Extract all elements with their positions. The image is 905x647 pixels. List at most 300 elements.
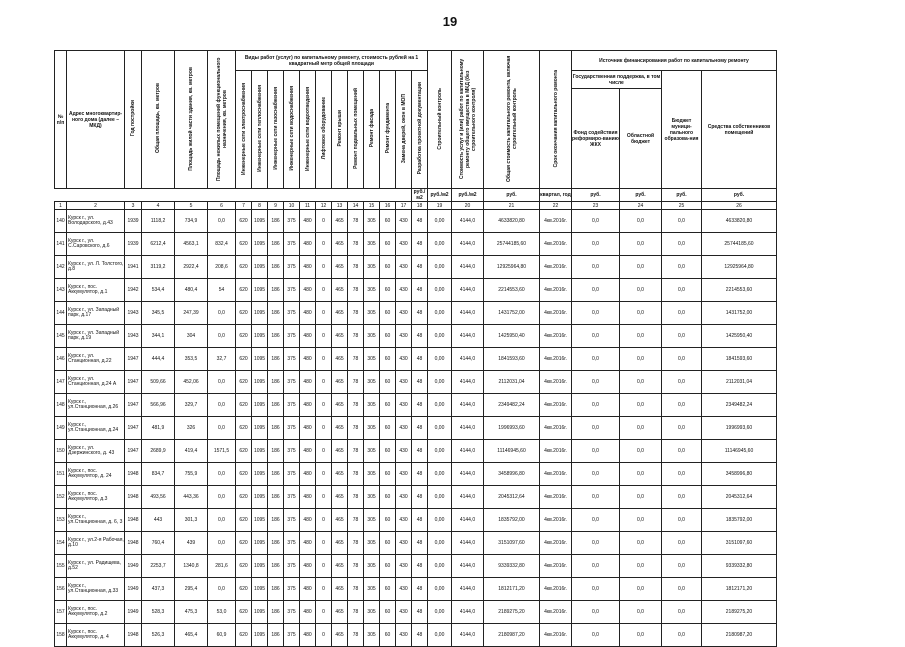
- fund-cell: 0,0: [572, 348, 620, 371]
- header-w-sewer: Инженерные сети водоотведения: [300, 71, 316, 189]
- year-cell: 1948: [125, 509, 142, 532]
- work-cost-cell: 1095: [252, 348, 268, 371]
- table-row: [55, 463, 777, 486]
- unit-cost-cell: 4144,0: [452, 532, 484, 555]
- nonresidential-area-cell: 53,0: [208, 601, 236, 624]
- nonresidential-area-cell: 281,6: [208, 555, 236, 578]
- work-cost-cell: 480: [300, 486, 316, 509]
- column-number: 23: [572, 202, 620, 210]
- work-cost-cell: 305: [364, 555, 380, 578]
- year-cell: 1941: [125, 256, 142, 279]
- row-number: 155: [55, 555, 67, 578]
- work-cost-cell: 465: [332, 210, 348, 233]
- column-number: 11: [300, 202, 316, 210]
- deadline-cell: 4кв.2016г.: [540, 302, 572, 325]
- work-cost-cell: 305: [364, 325, 380, 348]
- header-w-windows: Замена дверей, окон в МОП: [396, 71, 412, 189]
- total-cost-cell: 2214553,60: [484, 279, 540, 302]
- table-row: [55, 440, 777, 463]
- work-cost-cell: 430: [396, 394, 412, 417]
- table-row: [55, 302, 777, 325]
- work-cost-cell: 305: [364, 302, 380, 325]
- work-cost-cell: 78: [348, 532, 364, 555]
- total-area-cell: 2689,9: [142, 440, 175, 463]
- work-cost-cell: 60: [380, 325, 396, 348]
- work-cost-cell: 620: [236, 509, 252, 532]
- regional-cell: 0,0: [620, 348, 662, 371]
- work-cost-cell: 430: [396, 555, 412, 578]
- municipal-cell: 0,0: [662, 578, 702, 601]
- nonresidential-area-cell: 0,0: [208, 325, 236, 348]
- work-cost-cell: 186: [268, 509, 284, 532]
- fund-cell: 0,0: [572, 532, 620, 555]
- row-number: 145: [55, 325, 67, 348]
- total-area-cell: 2253,7: [142, 555, 175, 578]
- fund-cell: 0,0: [572, 601, 620, 624]
- work-cost-cell: 1095: [252, 394, 268, 417]
- work-cost-cell: 78: [348, 417, 364, 440]
- work-cost-cell: 480: [300, 624, 316, 647]
- regional-cell: 0,0: [620, 486, 662, 509]
- column-number: 20: [452, 202, 484, 210]
- control-cell: 0,00: [428, 601, 452, 624]
- total-cost-cell: 3458996,80: [484, 463, 540, 486]
- total-area-cell: 834,7: [142, 463, 175, 486]
- work-cost-cell: 430: [396, 440, 412, 463]
- header-regional: Областной бюджет: [620, 89, 662, 189]
- table-row: [55, 509, 777, 532]
- column-number: 2: [67, 202, 125, 210]
- work-cost-cell: 78: [348, 440, 364, 463]
- work-cost-cell: 620: [236, 486, 252, 509]
- total-area-cell: 509,66: [142, 371, 175, 394]
- work-cost-cell: 620: [236, 440, 252, 463]
- municipal-cell: 0,0: [662, 624, 702, 647]
- municipal-cell: 0,0: [662, 256, 702, 279]
- work-cost-cell: 60: [380, 394, 396, 417]
- work-cost-cell: 0: [316, 394, 332, 417]
- living-area-cell: 452,06: [175, 371, 208, 394]
- work-cost-cell: 620: [236, 279, 252, 302]
- work-cost-cell: 1095: [252, 371, 268, 394]
- nonresidential-area-cell: 0,0: [208, 394, 236, 417]
- owners-cell: 2189275,20: [702, 601, 777, 624]
- header-address: Адрес многоквартир-ного дома (далее – МКД): [67, 51, 125, 189]
- deadline-cell: 4кв.2016г.: [540, 417, 572, 440]
- work-cost-cell: 186: [268, 440, 284, 463]
- work-cost-cell: 480: [300, 417, 316, 440]
- regional-cell: 0,0: [620, 624, 662, 647]
- unit-cost-cell: 4144,0: [452, 302, 484, 325]
- work-cost-cell: 305: [364, 348, 380, 371]
- work-cost-cell: 430: [396, 578, 412, 601]
- work-cost-cell: 0: [316, 555, 332, 578]
- living-area-cell: 353,5: [175, 348, 208, 371]
- owners-cell: 2112031,04: [702, 371, 777, 394]
- work-cost-cell: 480: [300, 532, 316, 555]
- header-year: Год постройки: [125, 51, 142, 189]
- work-cost-cell: 1095: [252, 417, 268, 440]
- work-cost-cell: 186: [268, 256, 284, 279]
- work-cost-cell: 186: [268, 578, 284, 601]
- total-area-cell: 493,56: [142, 486, 175, 509]
- work-cost-cell: 78: [348, 233, 364, 256]
- deadline-cell: 4кв.2016г.: [540, 279, 572, 302]
- deadline-cell: 4кв.2016г.: [540, 509, 572, 532]
- work-cost-cell: 620: [236, 302, 252, 325]
- work-cost-cell: 0: [316, 486, 332, 509]
- work-cost-cell: 48: [412, 532, 428, 555]
- work-cost-cell: 375: [284, 486, 300, 509]
- work-cost-cell: 430: [396, 279, 412, 302]
- work-cost-cell: 186: [268, 348, 284, 371]
- column-number: 17: [396, 202, 412, 210]
- work-cost-cell: 480: [300, 509, 316, 532]
- work-cost-cell: 465: [332, 555, 348, 578]
- header-living-area: Площадь жилой части здания, кв. метров: [175, 51, 208, 189]
- row-number: 141: [55, 233, 67, 256]
- control-cell: 0,00: [428, 463, 452, 486]
- work-cost-cell: 60: [380, 371, 396, 394]
- work-cost-cell: 60: [380, 256, 396, 279]
- work-cost-cell: 430: [396, 348, 412, 371]
- living-area-cell: 304: [175, 325, 208, 348]
- living-area-cell: 295,4: [175, 578, 208, 601]
- unit-cost-cell: 4144,0: [452, 256, 484, 279]
- address-cell: Курск г., ул. Володарского, д.43: [67, 210, 125, 233]
- deadline-cell: 4кв.2016г.: [540, 440, 572, 463]
- total-area-cell: 534,4: [142, 279, 175, 302]
- total-area-cell: 526,3: [142, 624, 175, 647]
- work-cost-cell: 430: [396, 417, 412, 440]
- total-area-cell: 345,5: [142, 302, 175, 325]
- regional-cell: 0,0: [620, 578, 662, 601]
- total-cost-cell: 9339332,80: [484, 555, 540, 578]
- work-cost-cell: 1095: [252, 256, 268, 279]
- control-cell: 0,00: [428, 279, 452, 302]
- deadline-cell: 4кв.2016г.: [540, 601, 572, 624]
- work-cost-cell: 186: [268, 210, 284, 233]
- work-cost-cell: 305: [364, 417, 380, 440]
- work-cost-cell: 78: [348, 210, 364, 233]
- total-area-cell: 566,96: [142, 394, 175, 417]
- table-row: [55, 325, 777, 348]
- regional-cell: 0,0: [620, 417, 662, 440]
- work-cost-cell: 480: [300, 440, 316, 463]
- work-cost-cell: 60: [380, 302, 396, 325]
- work-cost-cell: 186: [268, 394, 284, 417]
- work-cost-cell: 48: [412, 233, 428, 256]
- work-cost-cell: 60: [380, 279, 396, 302]
- regional-cell: 0,0: [620, 233, 662, 256]
- work-cost-cell: 60: [380, 624, 396, 647]
- work-cost-cell: 1095: [252, 578, 268, 601]
- deadline-cell: 4кв.2016г.: [540, 578, 572, 601]
- work-cost-cell: 430: [396, 486, 412, 509]
- total-area-cell: 6212,4: [142, 233, 175, 256]
- table-row: [55, 371, 777, 394]
- owners-cell: 3458996,80: [702, 463, 777, 486]
- municipal-cell: 0,0: [662, 486, 702, 509]
- work-cost-cell: 430: [396, 233, 412, 256]
- total-cost-cell: 4633820,80: [484, 210, 540, 233]
- header-unit-cost: Стоимость услуг и (или) работ по капитальному ремонту общего имущества в МКД (без строительного контроля): [452, 51, 484, 189]
- header-w-water: Инженерные сети водоснабжения: [284, 71, 300, 189]
- work-cost-cell: 48: [412, 394, 428, 417]
- deadline-cell: 4кв.2016г.: [540, 256, 572, 279]
- column-number: 1: [55, 202, 67, 210]
- work-cost-cell: 480: [300, 601, 316, 624]
- work-cost-cell: 375: [284, 279, 300, 302]
- table-row: [55, 279, 777, 302]
- work-cost-cell: 0: [316, 371, 332, 394]
- deadline-cell: 4кв.2016г.: [540, 624, 572, 647]
- work-cost-cell: 465: [332, 348, 348, 371]
- municipal-cell: 0,0: [662, 440, 702, 463]
- table-row: [55, 233, 777, 256]
- row-number: 154: [55, 532, 67, 555]
- work-cost-cell: 305: [364, 210, 380, 233]
- work-cost-cell: 78: [348, 463, 364, 486]
- unit-regional: руб.: [620, 189, 662, 202]
- work-cost-cell: 375: [284, 463, 300, 486]
- owners-cell: 9339332,80: [702, 555, 777, 578]
- work-cost-cell: 60: [380, 532, 396, 555]
- row-number: 157: [55, 601, 67, 624]
- work-cost-cell: 305: [364, 233, 380, 256]
- unit-cost-cell: 4144,0: [452, 394, 484, 417]
- work-cost-cell: 186: [268, 233, 284, 256]
- work-cost-cell: 430: [396, 509, 412, 532]
- year-cell: 1949: [125, 555, 142, 578]
- address-cell: Курск г., ул.2-я Рабочая, д.10: [67, 532, 125, 555]
- work-cost-cell: 0: [316, 578, 332, 601]
- column-number: 13: [332, 202, 348, 210]
- year-cell: 1943: [125, 325, 142, 348]
- owners-cell: 12925964,80: [702, 256, 777, 279]
- owners-cell: 1996993,60: [702, 417, 777, 440]
- work-cost-cell: 375: [284, 509, 300, 532]
- year-cell: 1942: [125, 279, 142, 302]
- municipal-cell: 0,0: [662, 463, 702, 486]
- deadline-cell: 4кв.2016г.: [540, 210, 572, 233]
- work-cost-cell: 620: [236, 578, 252, 601]
- work-cost-cell: 480: [300, 463, 316, 486]
- work-cost-cell: 430: [396, 371, 412, 394]
- work-cost-cell: 78: [348, 486, 364, 509]
- owners-cell: 2045312,64: [702, 486, 777, 509]
- nonresidential-area-cell: 0,0: [208, 486, 236, 509]
- living-area-cell: 326: [175, 417, 208, 440]
- work-cost-cell: 0: [316, 233, 332, 256]
- work-cost-cell: 620: [236, 210, 252, 233]
- work-cost-cell: 375: [284, 394, 300, 417]
- row-number: 143: [55, 279, 67, 302]
- work-cost-cell: 78: [348, 601, 364, 624]
- deadline-cell: 4кв.2016г.: [540, 233, 572, 256]
- work-cost-cell: 48: [412, 256, 428, 279]
- work-cost-cell: 620: [236, 463, 252, 486]
- municipal-cell: 0,0: [662, 601, 702, 624]
- control-cell: 0,00: [428, 440, 452, 463]
- work-cost-cell: 0: [316, 417, 332, 440]
- work-cost-cell: 480: [300, 279, 316, 302]
- nonresidential-area-cell: 0,0: [208, 302, 236, 325]
- work-cost-cell: 78: [348, 348, 364, 371]
- work-cost-cell: 78: [348, 302, 364, 325]
- work-cost-cell: 465: [332, 233, 348, 256]
- header-w-basement: Ремонт подвальных помещений: [348, 71, 364, 189]
- total-area-cell: 760,4: [142, 532, 175, 555]
- work-cost-cell: 375: [284, 624, 300, 647]
- work-cost-cell: 186: [268, 486, 284, 509]
- table-row: [55, 348, 777, 371]
- row-number: 144: [55, 302, 67, 325]
- work-cost-cell: 620: [236, 394, 252, 417]
- work-cost-cell: 0: [316, 210, 332, 233]
- work-cost-cell: 0: [316, 279, 332, 302]
- total-cost-cell: 25744185,60: [484, 233, 540, 256]
- year-cell: 1948: [125, 486, 142, 509]
- work-cost-cell: 305: [364, 509, 380, 532]
- nonresidential-area-cell: 60,9: [208, 624, 236, 647]
- header-w-foundation: Ремонт фундамента: [380, 71, 396, 189]
- fund-cell: 0,0: [572, 578, 620, 601]
- regional-cell: 0,0: [620, 279, 662, 302]
- row-number: 148: [55, 394, 67, 417]
- deadline-cell: 4кв.2016г.: [540, 348, 572, 371]
- owners-cell: 2349482,24: [702, 394, 777, 417]
- work-cost-cell: 465: [332, 302, 348, 325]
- regional-cell: 0,0: [620, 210, 662, 233]
- work-cost-cell: 480: [300, 394, 316, 417]
- total-area-cell: 444,4: [142, 348, 175, 371]
- year-cell: 1948: [125, 624, 142, 647]
- living-area-cell: 465,4: [175, 624, 208, 647]
- unit-design: руб./м2: [412, 189, 428, 202]
- work-cost-cell: 186: [268, 601, 284, 624]
- work-cost-cell: 48: [412, 463, 428, 486]
- unit-cost-cell: 4144,0: [452, 417, 484, 440]
- year-cell: 1949: [125, 578, 142, 601]
- regional-cell: 0,0: [620, 394, 662, 417]
- unit-cost-cell: 4144,0: [452, 325, 484, 348]
- work-cost-cell: 375: [284, 417, 300, 440]
- total-cost-cell: 11146945,60: [484, 440, 540, 463]
- address-cell: Курск г., ул.Станционная, д.33: [67, 578, 125, 601]
- unit-cost-cell: 4144,0: [452, 555, 484, 578]
- work-cost-cell: 186: [268, 279, 284, 302]
- work-cost-cell: 620: [236, 256, 252, 279]
- header-deadline: Срок окончания капитального ремонта: [540, 51, 572, 189]
- header-total-cost: Общая стоимость капитального ремонта, включая строительный контроль: [484, 51, 540, 189]
- unit-deadline: квартал, год: [540, 189, 572, 202]
- table-row: [55, 578, 777, 601]
- unit-cost-cell: 4144,0: [452, 624, 484, 647]
- owners-cell: 1425950,40: [702, 325, 777, 348]
- municipal-cell: 0,0: [662, 371, 702, 394]
- total-area-cell: 443: [142, 509, 175, 532]
- living-area-cell: 755,9: [175, 463, 208, 486]
- work-cost-cell: 480: [300, 371, 316, 394]
- work-cost-cell: 620: [236, 325, 252, 348]
- work-cost-cell: 305: [364, 463, 380, 486]
- fund-cell: 0,0: [572, 509, 620, 532]
- header-fund: Фонд содействия реформиро-ванию ЖКХ: [572, 89, 620, 189]
- work-cost-cell: 620: [236, 371, 252, 394]
- work-cost-cell: 0: [316, 348, 332, 371]
- work-cost-cell: 465: [332, 486, 348, 509]
- unit-owners: руб.: [702, 189, 777, 202]
- total-cost-cell: 3151097,60: [484, 532, 540, 555]
- table-row: [55, 601, 777, 624]
- column-number: 3: [125, 202, 142, 210]
- unit-cost-cell: 4144,0: [452, 348, 484, 371]
- work-cost-cell: 465: [332, 394, 348, 417]
- table-row: [55, 256, 777, 279]
- work-cost-cell: 620: [236, 624, 252, 647]
- column-number: 7: [236, 202, 252, 210]
- header-w-electric: Инженерные сети электроснабжения: [236, 71, 252, 189]
- work-cost-cell: 375: [284, 578, 300, 601]
- address-cell: Курск г., ул. Западный парк, д.17: [67, 302, 125, 325]
- regional-cell: 0,0: [620, 325, 662, 348]
- work-cost-cell: 620: [236, 417, 252, 440]
- living-area-cell: 301,3: [175, 509, 208, 532]
- total-area-cell: 437,3: [142, 578, 175, 601]
- address-cell: Курск г., пос. Аккумулятор, д.3: [67, 486, 125, 509]
- owners-cell: 2214553,60: [702, 279, 777, 302]
- owners-cell: 11146945,60: [702, 440, 777, 463]
- work-cost-cell: 186: [268, 417, 284, 440]
- work-cost-cell: 1095: [252, 302, 268, 325]
- column-number: 24: [620, 202, 662, 210]
- control-cell: 0,00: [428, 417, 452, 440]
- total-cost-cell: 1835792,00: [484, 509, 540, 532]
- work-cost-cell: 48: [412, 624, 428, 647]
- work-cost-cell: 430: [396, 302, 412, 325]
- control-cell: 0,00: [428, 578, 452, 601]
- deadline-cell: 4кв.2016г.: [540, 463, 572, 486]
- fund-cell: 0,0: [572, 440, 620, 463]
- table-row: [55, 486, 777, 509]
- municipal-cell: 0,0: [662, 279, 702, 302]
- work-cost-cell: 430: [396, 624, 412, 647]
- municipal-cell: 0,0: [662, 417, 702, 440]
- work-cost-cell: 0: [316, 256, 332, 279]
- year-cell: 1947: [125, 371, 142, 394]
- owners-cell: 2180987,20: [702, 624, 777, 647]
- address-cell: Курск г., пос. Аккумулятор, д.2: [67, 601, 125, 624]
- address-cell: Курск г., ул. Станционная, д.24 А: [67, 371, 125, 394]
- header-nonresidential-area: Площадь нежилых помещений функционального назначения, кв. метров: [208, 51, 236, 189]
- address-cell: Курск г., ул.Станционная, д.24: [67, 417, 125, 440]
- address-cell: Курск г., ул. С.Саровского, д.6: [67, 233, 125, 256]
- work-cost-cell: 1095: [252, 210, 268, 233]
- work-cost-cell: 480: [300, 348, 316, 371]
- municipal-cell: 0,0: [662, 302, 702, 325]
- header-w-gas: Инженерные сети газоснабжения: [268, 71, 284, 189]
- header-control: Строительный контроль: [428, 51, 452, 189]
- address-cell: Курск г., ул.Станционная, д.26: [67, 394, 125, 417]
- year-cell: 1947: [125, 348, 142, 371]
- header-w-facade: Ремонт фасада: [364, 71, 380, 189]
- municipal-cell: 0,0: [662, 233, 702, 256]
- municipal-cell: 0,0: [662, 509, 702, 532]
- deadline-cell: 4кв.2016г.: [540, 371, 572, 394]
- living-area-cell: 475,3: [175, 601, 208, 624]
- address-cell: Курск г., ул. Западный парк, д.19: [67, 325, 125, 348]
